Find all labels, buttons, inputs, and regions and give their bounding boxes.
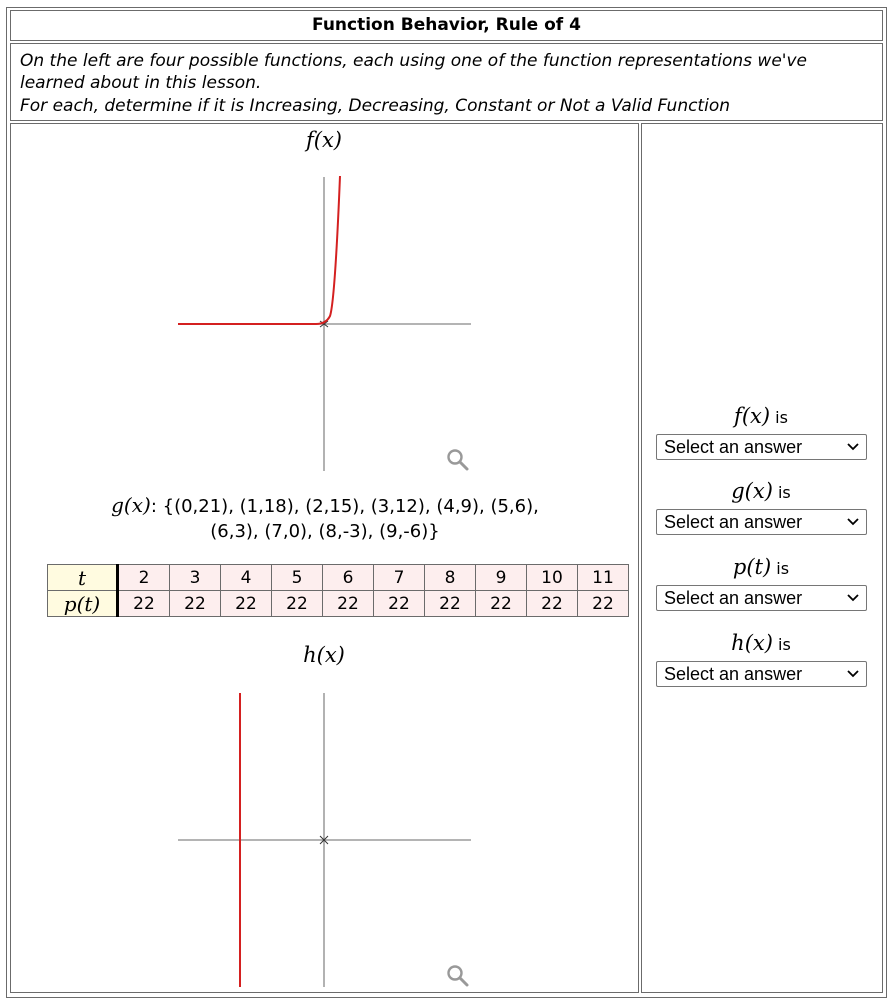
f-curve	[178, 176, 340, 324]
table-row-p	[48, 591, 629, 617]
table-cell: 2	[118, 565, 170, 591]
chevron-down-icon	[846, 662, 860, 692]
g-label: g(x)	[111, 493, 151, 517]
table-cell: 22	[118, 591, 170, 617]
answer-select-g-value: Select an answer	[664, 512, 803, 532]
g-colon: :	[150, 496, 157, 517]
f-graph-title: f(x)	[305, 128, 342, 152]
table-cell: 22	[425, 591, 476, 617]
table-cell: 7	[374, 565, 425, 591]
p-table	[47, 564, 629, 617]
table-cell: 22	[323, 591, 374, 617]
table-cell: 22	[272, 591, 323, 617]
answer-select-f[interactable]	[656, 434, 867, 460]
g-set	[60, 493, 590, 517]
table-cell: 8	[425, 565, 476, 591]
answer-select-f-value: Select an answer	[664, 437, 803, 457]
answer-select-h-value: Select an answer	[664, 664, 803, 684]
chevron-down-icon	[846, 510, 860, 540]
answer-fn-p: p(t)	[732, 555, 772, 579]
chevron-down-icon	[846, 435, 860, 465]
table-cell: 22	[221, 591, 272, 617]
instructions-box	[10, 43, 883, 121]
table-cell: 5	[272, 565, 323, 591]
table-cell: 3	[170, 565, 221, 591]
table-cell: 22	[476, 591, 527, 617]
g-set-line-2: (6,3), (7,0), (8,-3), (9,-6)}	[210, 521, 440, 542]
table-header-p: p(t)	[48, 591, 118, 617]
table-cell: 10	[527, 565, 578, 591]
table-cell: 9	[476, 565, 527, 591]
table-cell: 11	[578, 565, 629, 591]
answer-is-g: is	[777, 483, 791, 502]
instructions-line-1: On the left are four possible functions, each using one of the function representations we've learned about in this lesson.	[20, 51, 807, 93]
answer-select-p-value: Select an answer	[664, 588, 803, 608]
answer-fn-f: f(x)	[734, 404, 771, 428]
table-cell: 22	[170, 591, 221, 617]
answer-fn-g: g(x)	[731, 479, 773, 503]
page-title: Function Behavior, Rule of 4	[10, 10, 883, 41]
f-graph	[170, 170, 480, 475]
table-cell: 22	[527, 591, 578, 617]
table-cell: 4	[221, 565, 272, 591]
magnifier-icon[interactable]	[446, 964, 470, 988]
answer-is-h: is	[778, 635, 791, 654]
answer-fn-h: h(x)	[731, 631, 773, 655]
h-graph	[170, 686, 480, 991]
table-header-t: t	[48, 565, 118, 591]
answer-is-p: is	[776, 559, 790, 578]
answer-is-f: is	[775, 408, 788, 427]
answer-label-g	[656, 479, 866, 503]
table-cell: 22	[374, 591, 425, 617]
instructions-line-2: For each, determine if it is Increasing, Decreasing, Constant or Not a Valid Function	[20, 96, 730, 116]
answer-select-p[interactable]	[656, 585, 867, 611]
answer-select-g[interactable]	[656, 509, 867, 535]
h-graph-title: h(x)	[303, 643, 345, 667]
answer-label-h	[656, 631, 866, 655]
magnifier-icon[interactable]	[446, 448, 470, 472]
chevron-down-icon	[846, 586, 860, 616]
answer-label-f	[656, 404, 866, 428]
table-row-t	[48, 565, 629, 591]
answer-label-p	[656, 555, 866, 579]
answer-select-h[interactable]	[656, 661, 867, 687]
table-cell: 22	[578, 591, 629, 617]
table-cell: 6	[323, 565, 374, 591]
g-set-line-1: {(0,21), (1,18), (2,15), (3,12), (4,9), (5,6),	[162, 496, 539, 517]
